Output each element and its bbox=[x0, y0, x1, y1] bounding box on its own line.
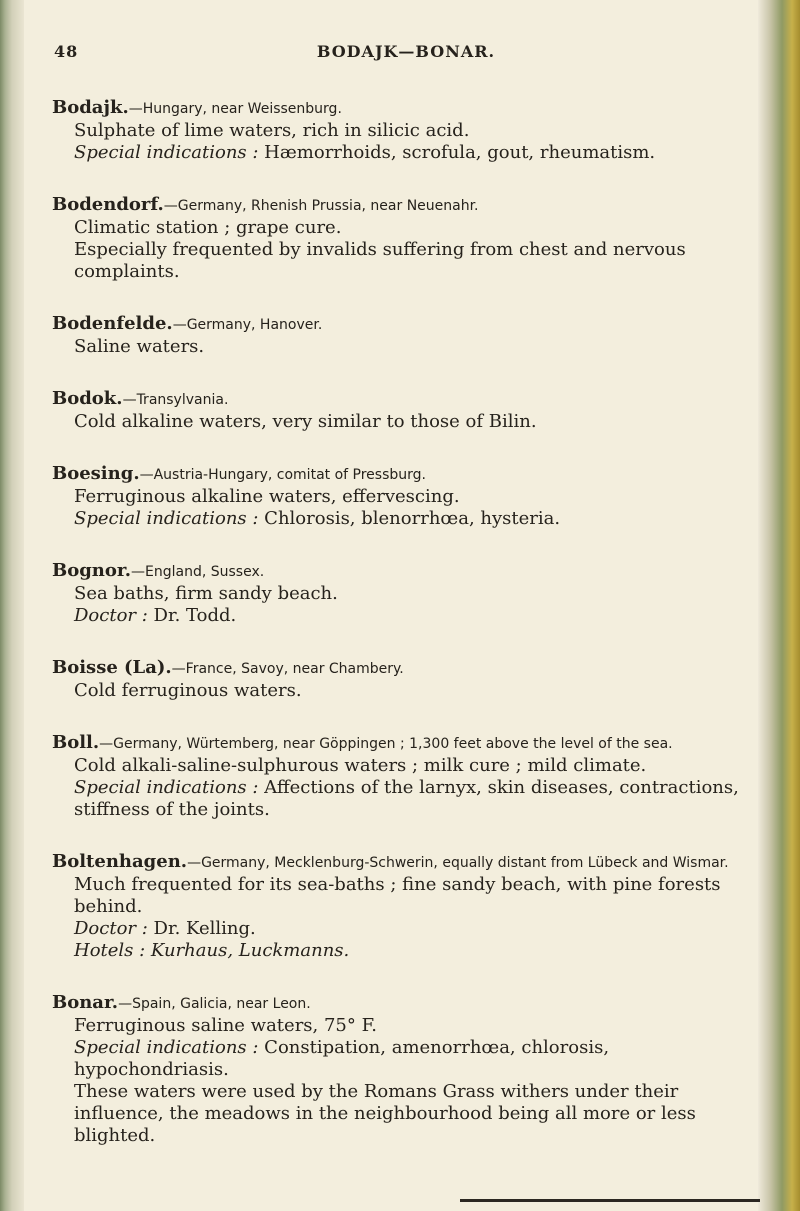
entry-name: Bonar. bbox=[52, 992, 119, 1013]
entry-name: Boll. bbox=[52, 732, 100, 753]
entry-line bbox=[52, 1015, 760, 1037]
line-label: Doctor : bbox=[74, 918, 148, 939]
entry-line bbox=[52, 874, 760, 918]
entry-heading bbox=[52, 389, 760, 410]
entry bbox=[52, 852, 760, 962]
line-text: Ferruginous saline waters, 75° F. bbox=[74, 1015, 378, 1036]
bottom-rule bbox=[460, 1199, 760, 1202]
entry bbox=[52, 733, 760, 821]
entry-heading bbox=[52, 464, 760, 485]
entry-heading bbox=[52, 98, 760, 119]
line-text: Chlorosis, blenorrhœa, hysteria. bbox=[258, 508, 561, 529]
entry-line bbox=[52, 411, 760, 433]
entry-line bbox=[52, 508, 760, 530]
line-text: Saline waters. bbox=[74, 336, 205, 357]
entry-line bbox=[52, 777, 760, 821]
line-label: Special indications : bbox=[74, 508, 259, 529]
entry-name: Bodenfelde. bbox=[52, 313, 173, 334]
entry-line bbox=[52, 120, 760, 142]
entry-line bbox=[52, 486, 760, 508]
line-text: Dr. Kelling. bbox=[147, 918, 256, 939]
entry-heading bbox=[52, 561, 760, 582]
running-head-title: BODAJK—BONAR. bbox=[316, 42, 496, 61]
entry-heading bbox=[52, 195, 760, 216]
line-text: Sea baths, firm sandy beach. bbox=[74, 583, 338, 604]
entry bbox=[52, 464, 760, 530]
entry-location: —Spain, Galicia, near Leon. bbox=[118, 996, 311, 1012]
entry-name: Bodendorf. bbox=[52, 194, 164, 215]
entry-line bbox=[52, 755, 760, 777]
entry-location: —Germany, Mecklenburg-Schwerin, equally distant from Lübeck and Wismar. bbox=[187, 855, 729, 871]
entry bbox=[52, 993, 760, 1147]
line-text: Ferruginous alkaline waters, effervescing. bbox=[74, 486, 460, 507]
entry-location: —Austria-Hungary, comitat of Pressburg. bbox=[139, 467, 426, 483]
entry-line bbox=[52, 680, 760, 702]
page-edge-left bbox=[0, 0, 24, 1211]
line-text: Climatic station ; grape cure. bbox=[74, 217, 342, 238]
entry-heading bbox=[52, 993, 760, 1014]
entry-location: —England, Sussex. bbox=[131, 564, 265, 580]
entry-line bbox=[52, 142, 760, 164]
entry-heading bbox=[52, 733, 760, 754]
line-text: Hæmorrhoids, scrofula, gout, rheumatism. bbox=[258, 142, 656, 163]
entry-line bbox=[52, 1081, 760, 1147]
line-label: Hotels : Kurhaus, Luckmanns. bbox=[74, 940, 350, 961]
line-text: Especially frequented by invalids suffering from chest and nervous complaints. bbox=[74, 239, 686, 282]
line-text: These waters were used by the Romans Grass withers under their influence, the meadows in the neighbourhood being all more or less blighted. bbox=[74, 1081, 696, 1146]
book-page bbox=[52, 42, 760, 1178]
entry-location: —Germany, Rhenish Prussia, near Neuenahr. bbox=[163, 198, 479, 214]
entry-line bbox=[52, 336, 760, 358]
entry-location: —Transylvania. bbox=[122, 392, 229, 408]
entry-location: —Germany, Hanover. bbox=[172, 317, 323, 333]
entry-line bbox=[52, 918, 760, 940]
entry-line bbox=[52, 1037, 760, 1081]
entry-name: Boltenhagen. bbox=[52, 851, 188, 872]
line-label: Special indications : bbox=[74, 777, 259, 798]
entry-name: Bodok. bbox=[52, 388, 123, 409]
line-text: Cold alkali-saline-sulphurous waters ; milk cure ; mild climate. bbox=[74, 755, 647, 776]
entry-name: Boisse (La). bbox=[52, 657, 172, 678]
entry-line bbox=[52, 239, 760, 283]
line-text: Sulphate of lime waters, rich in silicic acid. bbox=[74, 120, 470, 141]
page-number: 48 bbox=[54, 42, 79, 61]
line-label: Special indications : bbox=[74, 142, 259, 163]
entry bbox=[52, 658, 760, 702]
line-text: Dr. Todd. bbox=[147, 605, 237, 626]
entry-line bbox=[52, 217, 760, 239]
entry bbox=[52, 389, 760, 433]
entry-heading bbox=[52, 852, 760, 873]
entry-line bbox=[52, 940, 760, 962]
entry bbox=[52, 195, 760, 283]
entry-line bbox=[52, 583, 760, 605]
entry-name: Bognor. bbox=[52, 560, 131, 581]
entry bbox=[52, 561, 760, 627]
entry-line bbox=[52, 605, 760, 627]
entry-name: Boesing. bbox=[52, 463, 140, 484]
line-label: Doctor : bbox=[74, 605, 148, 626]
line-text: Constipation, amenorrhœa, chlorosis, hypochondriasis. bbox=[74, 1037, 610, 1080]
entry-heading bbox=[52, 658, 760, 679]
line-text: Much frequented for its sea-baths ; fine sandy beach, with pine forests behind. bbox=[74, 874, 721, 917]
page-edge-right bbox=[758, 0, 800, 1211]
gazetteer-entries bbox=[52, 98, 760, 1147]
entry bbox=[52, 314, 760, 358]
line-text: Cold alkaline waters, very similar to those of Bilin. bbox=[74, 411, 537, 432]
entry-location: —Hungary, near Weissenburg. bbox=[128, 101, 342, 117]
line-text: Affections of the larnyx, skin diseases, contractions, stiffness of the joints. bbox=[74, 777, 739, 820]
running-head bbox=[52, 42, 760, 66]
entry-heading bbox=[52, 314, 760, 335]
entry-name: Bodajk. bbox=[52, 97, 129, 118]
entry-location: —Germany, Würtemberg, near Göppingen ; 1,300 feet above the level of the sea. bbox=[99, 736, 673, 752]
entry bbox=[52, 98, 760, 164]
entry-location: —France, Savoy, near Chambery. bbox=[171, 661, 404, 677]
line-label: Special indications : bbox=[74, 1037, 259, 1058]
line-text: Cold ferruginous waters. bbox=[74, 680, 302, 701]
